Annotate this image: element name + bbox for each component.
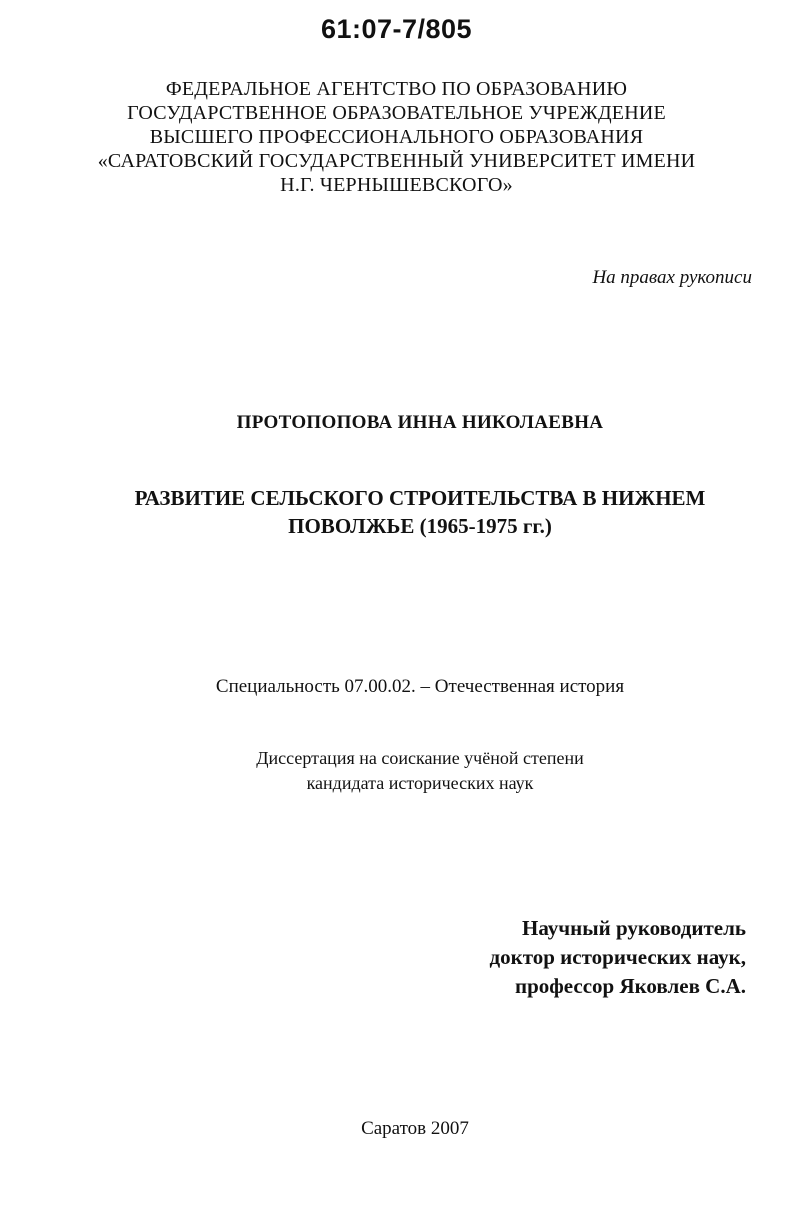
specialty: Специальность 07.00.02. – Отечественная история xyxy=(215,676,625,697)
rights-note: На правах рукописи xyxy=(592,267,752,288)
degree-statement xyxy=(0,746,793,796)
dissertation-title xyxy=(0,484,793,540)
place-year: Саратов 2007 xyxy=(361,1118,469,1139)
supervisor-block xyxy=(489,914,746,1001)
institution-header xyxy=(0,77,793,197)
title-line: РАЗВИТИЕ СЕЛЬСКОГО СТРОИТЕЛЬСТВА В НИЖНЕМ xyxy=(134,486,706,510)
degree-line: Диссертация на соискание учёной степени xyxy=(256,748,584,768)
institution-line: ФЕДЕРАЛЬНОЕ АГЕНТСТВО ПО ОБРАЗОВАНИЮ xyxy=(165,78,628,100)
institution-line: «САРАТОВСКИЙ ГОСУДАРСТВЕННЫЙ УНИВЕРСИТЕТ ИМЕНИ xyxy=(97,150,696,172)
title-line: ПОВОЛЖЬЕ (1965-1975 гг.) xyxy=(288,514,552,538)
supervisor-line: профессор Яковлев С.А. xyxy=(514,974,746,998)
institution-line: ГОСУДАРСТВЕННОЕ ОБРАЗОВАТЕЛЬНОЕ УЧРЕЖДЕНИЕ xyxy=(127,102,666,124)
catalog-stamp: 61:07-7/805 xyxy=(320,14,473,44)
institution-line: ВЫСШЕГО ПРОФЕССИОНАЛЬНОГО ОБРАЗОВАНИЯ xyxy=(149,126,644,148)
author-name: ПРОТОПОПОВА ИННА НИКОЛАЕВНА xyxy=(236,412,604,433)
supervisor-line: доктор исторических наук, xyxy=(489,945,746,969)
supervisor-line: Научный руководитель xyxy=(522,916,746,940)
degree-line: кандидата исторических наук xyxy=(306,773,534,793)
institution-line: Н.Г. ЧЕРНЫШЕВСКОГО» xyxy=(280,174,513,196)
